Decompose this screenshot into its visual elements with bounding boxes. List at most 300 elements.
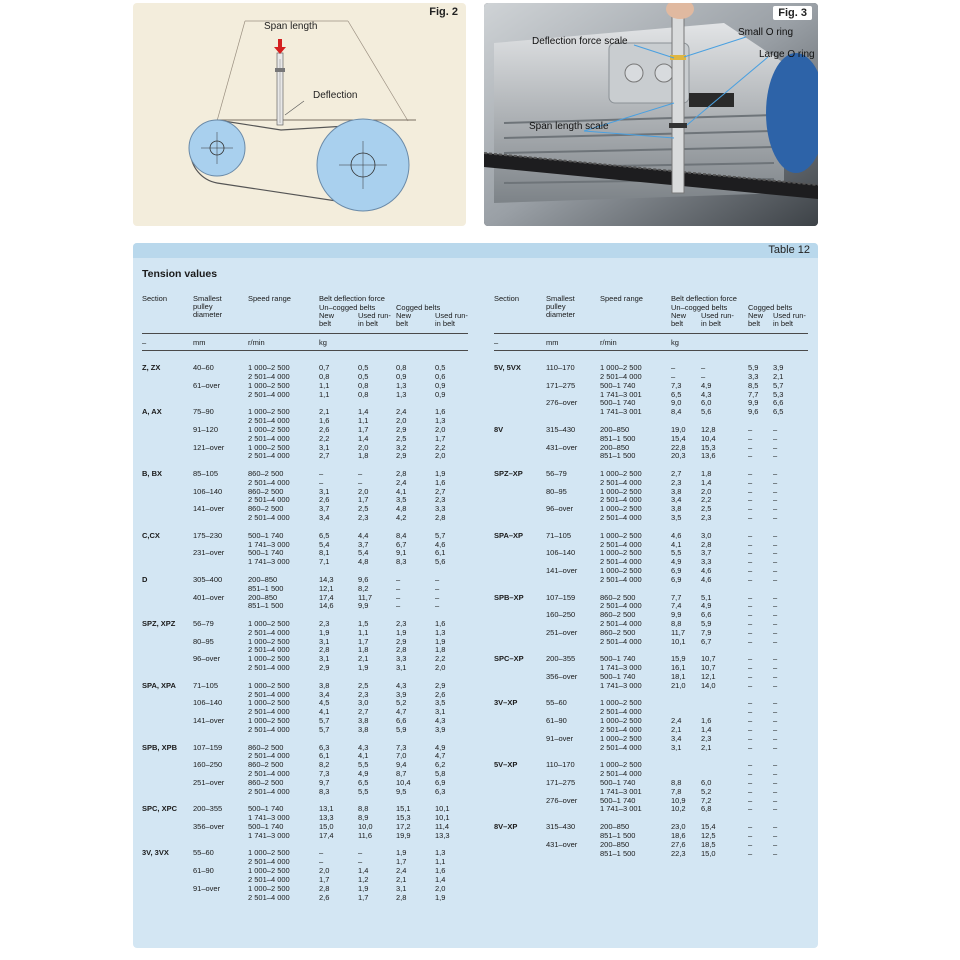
speed-range-cell: 1 000–2 500 <box>248 654 290 664</box>
force-value-cell: 13,3 <box>435 830 450 840</box>
force-value-cell: – <box>773 786 778 796</box>
force-value-cell: 13,1 <box>319 804 334 814</box>
force-value-cell: 8,3 <box>319 786 330 796</box>
speed-range-cell: 2 501–4 000 <box>248 415 290 425</box>
speed-range-cell: 1 000–2 500 <box>248 442 290 452</box>
force-value-cell: – <box>773 742 778 752</box>
header-rule-right-2 <box>494 350 808 351</box>
speed-range-cell: 2 501–4 000 <box>248 857 290 867</box>
force-value-cell: – <box>773 477 778 487</box>
pulley-diameter-cell: 401–over <box>193 592 225 602</box>
force-value-cell: 4,9 <box>671 557 682 567</box>
pulley-diameter-cell: 121–over <box>193 442 225 452</box>
force-value-cell: 11,7 <box>671 627 686 637</box>
header-new-2-right: New belt <box>748 311 764 328</box>
force-value-cell: – <box>748 495 753 505</box>
speed-range-cell: 1 000–2 500 <box>248 848 290 858</box>
speed-range-cell: 2 501–4 000 <box>248 389 290 399</box>
force-value-cell: 2,6 <box>319 495 330 505</box>
force-value-cell: 2,0 <box>396 415 407 425</box>
force-value-cell: 1,6 <box>435 407 446 417</box>
force-value-cell: 0,6 <box>435 371 446 381</box>
force-value-cell: – <box>773 769 778 779</box>
pulley-diameter-cell: 61–90 <box>193 866 214 876</box>
force-value-cell: 5,2 <box>701 786 712 796</box>
force-value-cell: 15,4 <box>701 822 716 831</box>
force-value-cell: – <box>748 733 753 743</box>
section-name: SPZ, XPZ <box>142 618 176 628</box>
force-value-cell: 0,8 <box>358 380 369 390</box>
force-value-cell: – <box>748 468 753 478</box>
speed-range-cell: 2 501–4 000 <box>248 371 290 381</box>
force-value-cell: 3,1 <box>319 636 330 646</box>
force-value-cell: – <box>773 513 778 523</box>
force-value-cell: 2,1 <box>319 407 330 417</box>
force-value-cell: – <box>396 601 401 611</box>
force-value-cell: 4,1 <box>319 707 330 717</box>
force-value-cell: – <box>319 468 324 478</box>
force-value-cell: 9,4 <box>396 760 407 770</box>
force-value-cell: 4,3 <box>435 716 446 726</box>
force-value-cell: 5,5 <box>358 760 369 770</box>
pulley-diameter-cell: 85–105 <box>193 468 219 478</box>
force-value-cell: 2,3 <box>358 689 369 699</box>
force-value-cell: 5,2 <box>396 698 407 708</box>
force-value-cell: – <box>748 804 753 814</box>
force-value-cell: – <box>748 486 753 496</box>
force-value-cell: 8,8 <box>671 777 682 787</box>
pulley-diameter-cell: 107–159 <box>193 742 223 752</box>
pulley-diameter-cell: 356–over <box>546 672 578 681</box>
pulley-diameter-cell: 251–over <box>546 627 578 637</box>
force-value-cell: 4,5 <box>319 698 330 708</box>
force-value-cell: – <box>773 636 778 646</box>
force-value-cell: 2,3 <box>396 618 407 628</box>
force-value-cell: 23,0 <box>671 822 686 831</box>
speed-range-cell: 1 000–2 500 <box>600 363 642 372</box>
force-value-cell: 4,1 <box>396 486 407 496</box>
force-value-cell: 15,3 <box>396 813 411 823</box>
force-value-cell: 3,3 <box>748 371 759 381</box>
speed-range-cell: 200–850 <box>600 424 630 434</box>
force-value-cell: 2,0 <box>435 663 446 673</box>
force-value-cell: 3,9 <box>773 363 784 372</box>
force-value-cell: 1,4 <box>358 407 369 417</box>
force-value-cell: 2,3 <box>671 477 682 487</box>
force-value-cell: 2,5 <box>358 504 369 514</box>
force-value-cell: 6,9 <box>435 777 446 787</box>
force-value-cell: 4,2 <box>396 513 407 523</box>
force-value-cell: 2,9 <box>319 663 330 673</box>
section-name: SPC, XPC <box>142 804 178 814</box>
force-value-cell: 4,4 <box>358 530 369 540</box>
pulley-diameter-cell: 61–90 <box>546 716 567 726</box>
header-new-2-left: New belt <box>396 311 412 328</box>
pulley-diameter-cell: 110–170 <box>546 760 575 770</box>
speed-range-cell: 500–1 740 <box>600 777 636 787</box>
speed-range-cell: 1 000–2 500 <box>600 548 642 558</box>
force-value-cell: – <box>671 371 676 381</box>
force-value-cell: 9,6 <box>358 574 369 584</box>
force-value-cell: 0,7 <box>319 363 330 372</box>
speed-range-cell: 860–2 500 <box>248 504 284 514</box>
force-value-cell: 6,9 <box>671 574 682 584</box>
force-value-cell: 7,1 <box>319 557 330 567</box>
pulley-diameter-cell: 231–over <box>193 548 225 558</box>
section-name: 5V, 5VX <box>494 363 521 372</box>
force-value-cell: 9,6 <box>748 407 759 417</box>
force-value-cell: 1,4 <box>358 866 369 876</box>
force-value-cell: 17,2 <box>396 822 411 831</box>
table-title: Tension values <box>142 268 218 280</box>
force-value-cell: 4,7 <box>435 751 446 761</box>
force-value-cell: 8,8 <box>358 804 369 814</box>
section-name: 8V <box>494 424 504 434</box>
pulley-diameter-cell: 56–79 <box>546 468 567 478</box>
force-value-cell: 2,1 <box>701 742 712 752</box>
force-value-cell: 9,7 <box>319 777 330 787</box>
force-value-cell: 19,9 <box>396 830 411 840</box>
force-value-cell: – <box>773 495 778 505</box>
pulley-diameter-cell: 91–120 <box>193 424 219 434</box>
header-cogged-right: Cogged belts <box>748 303 793 312</box>
force-value-cell: 16,1 <box>671 663 686 673</box>
force-value-cell: 2,2 <box>435 442 446 452</box>
force-value-cell: 4,6 <box>701 566 712 576</box>
force-value-cell: 12,1 <box>701 672 716 681</box>
speed-range-cell: 1 000–2 500 <box>600 698 642 708</box>
header-speed-left: Speed range <box>248 294 291 303</box>
force-value-cell: – <box>748 663 753 673</box>
force-value-cell: 4,9 <box>435 742 446 752</box>
force-value-cell: 8,3 <box>396 557 407 567</box>
force-value-cell: 0,8 <box>396 363 407 372</box>
header-deflection-left: Belt deflection force <box>319 294 385 303</box>
unit-section-left: – <box>142 338 147 347</box>
force-value-cell: 5,7 <box>773 380 784 390</box>
force-value-cell: 3,3 <box>435 504 446 514</box>
pulley-diameter-cell: 276–over <box>546 398 578 408</box>
force-value-cell: 5,3 <box>773 389 784 399</box>
speed-range-cell: 2 501–4 000 <box>600 769 642 779</box>
force-value-cell: – <box>773 601 778 611</box>
force-value-cell: 3,1 <box>671 742 682 752</box>
force-value-cell: 1,9 <box>358 883 369 893</box>
speed-range-cell: 2 501–4 000 <box>600 513 642 523</box>
speed-range-cell: 2 501–4 000 <box>600 495 642 505</box>
force-value-cell: 1,9 <box>435 636 446 646</box>
speed-range-cell: 200–850 <box>600 442 630 452</box>
force-value-cell: 6,7 <box>396 539 407 549</box>
force-value-cell: 21,0 <box>671 680 686 690</box>
speed-range-cell: 2 501–4 000 <box>248 689 290 699</box>
speed-range-cell: 200–850 <box>600 822 630 831</box>
force-value-cell: 3,1 <box>319 442 330 452</box>
force-value-cell: 2,7 <box>435 486 446 496</box>
force-value-cell: 4,9 <box>701 601 712 611</box>
force-value-cell: 8,7 <box>396 769 407 779</box>
force-value-cell: 17,4 <box>319 592 334 602</box>
speed-range-cell: 1 000–2 500 <box>600 486 642 496</box>
force-value-cell: 3,1 <box>396 883 407 893</box>
force-value-cell: 1,6 <box>435 618 446 628</box>
speed-range-cell: 1 741–3 000 <box>248 539 290 549</box>
force-value-cell: – <box>748 654 753 664</box>
force-value-cell: – <box>748 566 753 576</box>
force-value-cell: 2,3 <box>358 513 369 523</box>
force-value-cell: 1,7 <box>358 424 369 434</box>
force-value-cell: 4,9 <box>701 380 712 390</box>
force-value-cell: 3,9 <box>435 724 446 734</box>
speed-range-cell: 1 000–2 500 <box>600 504 642 514</box>
force-value-cell: 3,8 <box>358 724 369 734</box>
speed-range-cell: 2 501–4 000 <box>248 495 290 505</box>
force-value-cell: 6,3 <box>319 742 330 752</box>
pulley-diameter-cell: 175–230 <box>193 530 223 540</box>
pulley-diameter-cell: 55–60 <box>546 698 567 708</box>
speed-range-cell: 2 501–4 000 <box>600 742 642 752</box>
force-value-cell: 2,8 <box>396 892 407 902</box>
force-value-cell: 8,8 <box>671 619 682 629</box>
pulley-diameter-cell: 110–170 <box>546 363 575 372</box>
pulley-diameter-cell: 141–over <box>193 504 225 514</box>
force-value-cell: – <box>773 433 778 443</box>
force-value-cell: 1,6 <box>701 716 712 726</box>
gauge-ring <box>275 68 285 72</box>
force-value-cell: 2,4 <box>671 716 682 726</box>
force-value-cell: – <box>773 716 778 726</box>
force-value-cell: – <box>358 848 363 858</box>
force-value-cell: 1,9 <box>396 848 407 858</box>
force-value-cell: 1,3 <box>435 627 446 637</box>
force-value-cell: 9,9 <box>671 610 682 620</box>
speed-range-cell: 1 000–2 500 <box>600 468 642 478</box>
force-value-cell: – <box>773 451 778 461</box>
force-value-cell: – <box>773 548 778 558</box>
force-value-cell: 4,1 <box>358 751 369 761</box>
header-rule-left-1 <box>142 333 468 334</box>
force-value-cell: 4,6 <box>701 574 712 584</box>
force-value-cell: – <box>773 848 778 858</box>
force-value-cell: 6,9 <box>671 566 682 576</box>
table-number-label: Table 12 <box>768 244 810 256</box>
pulley-diameter-cell: 160–250 <box>193 760 223 770</box>
deflection-force-scale-label: Deflection force scale <box>532 36 628 47</box>
force-value-cell: 6,1 <box>319 751 330 761</box>
force-value-cell: 3,4 <box>671 733 682 743</box>
force-value-cell: 2,0 <box>319 866 330 876</box>
force-value-cell: 2,2 <box>701 495 712 505</box>
force-value-cell: 4,8 <box>396 504 407 514</box>
figure-3-gauge-photo <box>484 3 818 226</box>
force-value-cell: 6,0 <box>701 398 712 408</box>
pulley-diameter-cell: 200–355 <box>193 804 223 814</box>
force-value-cell: 2,8 <box>701 539 712 549</box>
force-value-cell: 6,8 <box>701 804 712 814</box>
force-value-cell: – <box>748 548 753 558</box>
force-value-cell: 3,4 <box>319 689 330 699</box>
force-value-cell: 1,3 <box>396 389 407 399</box>
force-value-cell: 7,7 <box>748 389 759 399</box>
force-value-cell: – <box>319 857 324 867</box>
force-value-cell: 2,4 <box>396 866 407 876</box>
force-value-cell: – <box>435 601 440 611</box>
force-value-cell: 6,0 <box>701 777 712 787</box>
section-name: 3V, 3VX <box>142 848 169 858</box>
force-value-cell: – <box>748 698 753 708</box>
force-value-cell: 8,5 <box>748 380 759 390</box>
speed-range-cell: 2 501–4 000 <box>248 751 290 761</box>
force-value-cell: 5,5 <box>358 786 369 796</box>
force-value-cell: 2,3 <box>701 513 712 523</box>
speed-range-cell: 500–1 740 <box>600 672 636 681</box>
force-value-cell: 2,8 <box>396 645 407 655</box>
header-uncogged-right: Un–cogged belts <box>671 303 728 312</box>
force-value-cell: 5,7 <box>319 724 330 734</box>
force-value-cell: 7,7 <box>671 592 682 602</box>
speed-range-cell: 851–1 500 <box>248 583 284 593</box>
speed-range-cell: 1 000–2 500 <box>248 698 290 708</box>
force-value-cell: 15,0 <box>701 848 716 858</box>
speed-range-cell: 500–1 740 <box>600 398 636 408</box>
speed-range-cell: 1 000–2 500 <box>248 380 290 390</box>
force-value-cell: 3,8 <box>319 680 330 690</box>
speed-range-cell: 1 741–3 000 <box>248 813 290 823</box>
section-name: SPA, XPA <box>142 680 176 690</box>
unit-pulley-left: mm <box>193 338 206 347</box>
speed-range-cell: 1 741–3 000 <box>248 830 290 840</box>
speed-range-cell: 1 741–3 001 <box>600 786 642 796</box>
force-value-cell: 3,5 <box>396 495 407 505</box>
force-value-cell: 1,3 <box>435 848 446 858</box>
force-value-cell: – <box>748 636 753 646</box>
header-speed-right: Speed range <box>600 294 643 303</box>
force-value-cell: 6,6 <box>701 610 712 620</box>
force-value-cell: – <box>773 777 778 787</box>
force-value-cell: 9,5 <box>396 786 407 796</box>
force-value-cell: 1,8 <box>358 645 369 655</box>
force-value-cell: 2,4 <box>396 477 407 487</box>
force-value-cell: – <box>396 583 401 593</box>
force-value-cell: 10,9 <box>671 795 686 805</box>
force-value-cell: – <box>748 433 753 443</box>
force-value-cell: 1,7 <box>319 874 330 884</box>
force-value-cell: – <box>319 477 324 487</box>
speed-range-cell: 2 501–4 000 <box>600 724 642 734</box>
speed-range-cell: 2 501–4 000 <box>248 874 290 884</box>
section-name: B, BX <box>142 468 163 478</box>
pulley-diameter-cell: 91–over <box>193 883 221 893</box>
force-value-cell: 7,3 <box>319 769 330 779</box>
force-value-cell: 3,2 <box>396 442 407 452</box>
speed-range-cell: 860–2 500 <box>248 760 284 770</box>
force-value-cell: – <box>773 424 778 434</box>
force-value-cell: – <box>319 848 324 858</box>
force-value-cell: – <box>748 724 753 734</box>
force-value-cell: 1,1 <box>319 380 330 390</box>
figure-2-label: Fig. 2 <box>429 6 458 18</box>
force-value-cell: 1,4 <box>358 433 369 443</box>
header-rule-right-1 <box>494 333 808 334</box>
force-value-cell: 8,4 <box>671 407 682 417</box>
force-value-cell: 2,7 <box>671 468 682 478</box>
force-value-cell: 1,2 <box>358 874 369 884</box>
speed-range-cell: 2 501–4 000 <box>600 707 642 717</box>
force-value-cell: – <box>773 804 778 814</box>
force-value-cell: 4,9 <box>358 769 369 779</box>
force-value-cell: – <box>748 795 753 805</box>
span-guide-left <box>217 21 245 121</box>
force-value-cell: 10,0 <box>358 822 373 831</box>
force-value-cell: 15,1 <box>396 804 411 814</box>
force-value-cell: 2,8 <box>435 513 446 523</box>
force-value-cell: 13,3 <box>319 813 334 823</box>
force-value-cell: 3,7 <box>701 548 712 558</box>
force-value-cell: 12,8 <box>701 424 716 434</box>
speed-range-cell: 851–1 500 <box>600 830 636 840</box>
force-value-cell: 8,2 <box>319 760 330 770</box>
header-deflection-right: Belt deflection force <box>671 294 737 303</box>
force-value-cell: – <box>748 707 753 717</box>
force-value-cell: 2,4 <box>396 407 407 417</box>
force-value-cell: 18,5 <box>701 839 716 849</box>
speed-range-cell: 2 501–4 000 <box>600 574 642 584</box>
force-value-cell: 3,5 <box>435 698 446 708</box>
speed-range-cell: 2 501–4 000 <box>248 645 290 655</box>
force-value-cell: 11,7 <box>358 592 373 602</box>
section-name: 3V–XP <box>494 698 518 708</box>
force-value-cell: – <box>748 769 753 779</box>
force-value-cell: 6,3 <box>435 786 446 796</box>
force-value-cell: 4,3 <box>358 742 369 752</box>
pulley-diameter-cell: 141–over <box>546 566 578 576</box>
speed-range-cell: 2 501–4 000 <box>248 477 290 487</box>
force-value-cell: 5,7 <box>435 530 446 540</box>
force-value-cell: 18,6 <box>671 830 686 840</box>
pulley-diameter-cell: 171–275 <box>546 380 576 390</box>
force-value-cell: 14,6 <box>319 601 334 611</box>
force-value-cell: – <box>773 504 778 514</box>
force-value-cell: 1,9 <box>435 892 446 902</box>
force-value-cell: 13,6 <box>701 451 716 461</box>
force-value-cell: 2,8 <box>319 645 330 655</box>
force-value-cell: – <box>748 848 753 858</box>
force-value-cell: 3,4 <box>319 513 330 523</box>
header-section-left: Section <box>142 294 168 303</box>
force-value-cell: 1,7 <box>435 433 446 443</box>
force-value-cell: 0,5 <box>435 363 446 372</box>
force-value-cell: 4,3 <box>396 680 407 690</box>
speed-range-cell: 500–1 740 <box>600 380 636 390</box>
speed-range-cell: 200–850 <box>248 592 278 602</box>
force-value-cell: – <box>773 486 778 496</box>
force-value-cell: 7,4 <box>671 601 682 611</box>
deflection-label: Deflection <box>313 90 358 101</box>
force-value-cell: – <box>773 733 778 743</box>
force-value-cell: 6,7 <box>701 636 712 646</box>
force-value-cell: 5,5 <box>671 548 682 558</box>
force-value-cell: – <box>748 786 753 796</box>
force-value-cell: 4,7 <box>396 707 407 717</box>
large-o-ring-label: Large O ring <box>759 49 815 60</box>
speed-range-cell: 2 501–4 000 <box>248 769 290 779</box>
unit-speed-right: r/min <box>600 338 617 347</box>
pulley-diameter-cell: 40–60 <box>193 363 214 372</box>
force-value-cell: – <box>748 619 753 629</box>
force-value-cell: – <box>671 363 676 372</box>
force-value-cell: – <box>773 760 778 770</box>
force-value-cell: 2,7 <box>319 451 330 461</box>
